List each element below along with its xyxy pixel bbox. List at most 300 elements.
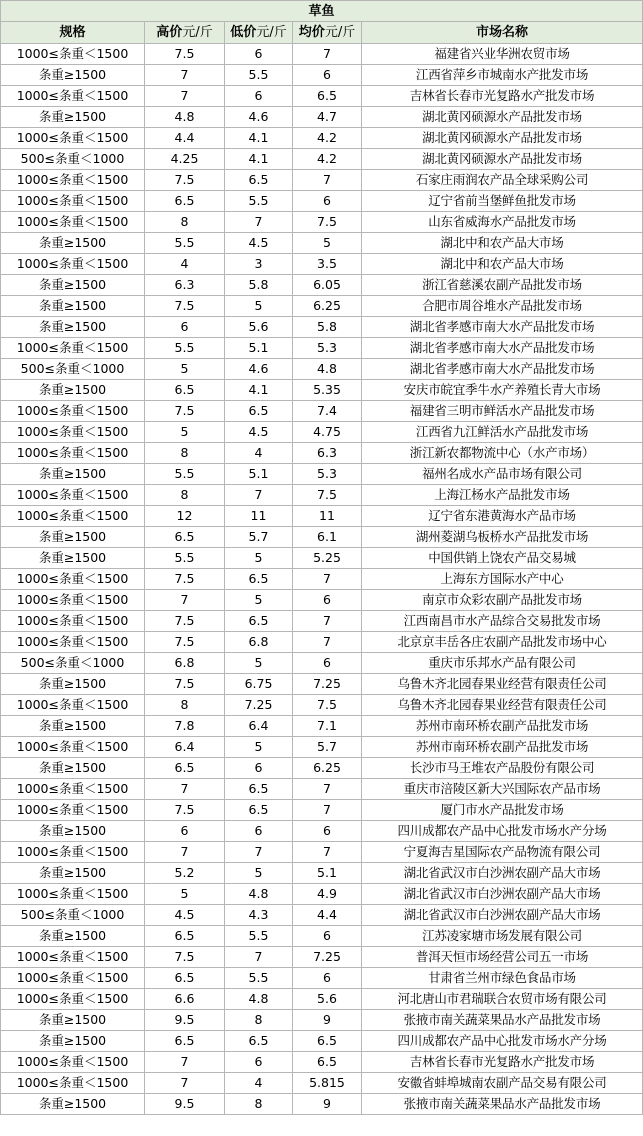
avg-price-cell: 7 <box>293 632 362 653</box>
high-price-cell: 7 <box>145 779 225 800</box>
spec-cell: 500≤条重＜1000 <box>1 905 145 926</box>
spec-cell: 条重≥1500 <box>1 65 145 86</box>
high-price-cell: 5 <box>145 359 225 380</box>
table-row <box>1 821 643 842</box>
avg-price-cell: 5.1 <box>293 863 362 884</box>
avg-price-cell: 6.5 <box>293 1052 362 1073</box>
high-price-cell: 7.5 <box>145 44 225 65</box>
low-price-cell: 8 <box>225 1094 293 1115</box>
avg-price-cell: 7.5 <box>293 695 362 716</box>
high-price-cell: 8 <box>145 212 225 233</box>
avg-price-cell: 5.25 <box>293 548 362 569</box>
table-row <box>1 800 643 821</box>
avg-price-cell: 5 <box>293 233 362 254</box>
spec-cell: 条重≥1500 <box>1 296 145 317</box>
table-row <box>1 884 643 905</box>
table-row <box>1 443 643 464</box>
table-row <box>1 65 643 86</box>
spec-cell: 1000≤条重＜1500 <box>1 1052 145 1073</box>
low-price-cell: 6.8 <box>225 632 293 653</box>
low-price-cell: 3 <box>225 254 293 275</box>
table-row <box>1 170 643 191</box>
high-price-cell: 6 <box>145 317 225 338</box>
market-cell: 张掖市南关蔬菜果品水产品批发市场 <box>362 1094 643 1115</box>
table-row <box>1 464 643 485</box>
high-price-cell: 4.25 <box>145 149 225 170</box>
spec-cell: 1000≤条重＜1500 <box>1 506 145 527</box>
avg-price-cell: 7 <box>293 842 362 863</box>
spec-cell: 条重≥1500 <box>1 674 145 695</box>
table-row <box>1 737 643 758</box>
high-price-cell: 9.5 <box>145 1010 225 1031</box>
high-price-cell: 5.5 <box>145 464 225 485</box>
avg-price-cell: 7.5 <box>293 212 362 233</box>
high-price-cell: 12 <box>145 506 225 527</box>
high-price-cell: 7 <box>145 842 225 863</box>
avg-price-cell: 4.4 <box>293 905 362 926</box>
market-cell: 石家庄雨润农产品全球采购公司 <box>362 170 643 191</box>
high-price-cell: 4 <box>145 254 225 275</box>
header-row <box>1 22 643 44</box>
header-avg-label: 均价 <box>298 25 325 40</box>
avg-price-cell: 7.1 <box>293 716 362 737</box>
market-cell: 南京市众彩农副产品批发市场 <box>362 590 643 611</box>
low-price-cell: 6.4 <box>225 716 293 737</box>
low-price-cell: 4.3 <box>225 905 293 926</box>
spec-cell: 条重≥1500 <box>1 1031 145 1052</box>
market-cell: 安徽省蚌埠城南农副产品交易有限公司 <box>362 1073 643 1094</box>
table-row <box>1 1010 643 1031</box>
high-price-cell: 6.5 <box>145 926 225 947</box>
high-price-cell: 7.5 <box>145 800 225 821</box>
avg-price-cell: 7.4 <box>293 401 362 422</box>
spec-cell: 500≤条重＜1000 <box>1 149 145 170</box>
low-price-cell: 6.5 <box>225 611 293 632</box>
market-cell: 中国供销上饶农产品交易城 <box>362 548 643 569</box>
low-price-cell: 7 <box>225 947 293 968</box>
table-row <box>1 275 643 296</box>
low-price-cell: 5.5 <box>225 191 293 212</box>
table-row <box>1 212 643 233</box>
avg-price-cell: 6.1 <box>293 527 362 548</box>
header-low-price <box>225 22 293 44</box>
low-price-cell: 4.6 <box>225 359 293 380</box>
low-price-cell: 5 <box>225 863 293 884</box>
avg-price-cell: 7 <box>293 569 362 590</box>
low-price-cell: 6.5 <box>225 401 293 422</box>
low-price-cell: 4.8 <box>225 884 293 905</box>
spec-cell: 条重≥1500 <box>1 821 145 842</box>
table-row <box>1 149 643 170</box>
market-cell: 江西省九江鲜活水产品批发市场 <box>362 422 643 443</box>
high-price-cell: 5.5 <box>145 338 225 359</box>
market-cell: 湖北省武汉市白沙洲农副产品大市场 <box>362 863 643 884</box>
high-price-cell: 6.4 <box>145 737 225 758</box>
spec-cell: 1000≤条重＜1500 <box>1 212 145 233</box>
high-price-cell: 8 <box>145 443 225 464</box>
spec-cell: 1000≤条重＜1500 <box>1 422 145 443</box>
spec-cell: 条重≥1500 <box>1 758 145 779</box>
avg-price-cell: 4.8 <box>293 359 362 380</box>
high-price-cell: 7.5 <box>145 611 225 632</box>
avg-price-cell: 7 <box>293 800 362 821</box>
low-price-cell: 5 <box>225 653 293 674</box>
market-cell: 上海江杨水产品批发市场 <box>362 485 643 506</box>
table-row <box>1 380 643 401</box>
spec-cell: 1000≤条重＜1500 <box>1 191 145 212</box>
market-cell: 重庆市涪陵区新大兴国际农产品市场 <box>362 779 643 800</box>
spec-cell: 1000≤条重＜1500 <box>1 128 145 149</box>
table-row <box>1 842 643 863</box>
table-row <box>1 947 643 968</box>
header-avg-unit: 元/斤 <box>324 25 356 40</box>
avg-price-cell: 7.25 <box>293 674 362 695</box>
low-price-cell: 6.5 <box>225 569 293 590</box>
high-price-cell: 5.5 <box>145 548 225 569</box>
spec-cell: 500≤条重＜1000 <box>1 653 145 674</box>
avg-price-cell: 5.815 <box>293 1073 362 1094</box>
market-cell: 山东省威海水产品批发市场 <box>362 212 643 233</box>
spec-cell: 1000≤条重＜1500 <box>1 968 145 989</box>
market-cell: 湖州菱湖乌板桥水产品批发市场 <box>362 527 643 548</box>
market-cell: 河北唐山市君瑞联合农贸市场有限公司 <box>362 989 643 1010</box>
high-price-cell: 6.3 <box>145 275 225 296</box>
low-price-cell: 4 <box>225 1073 293 1094</box>
high-price-cell: 4.5 <box>145 905 225 926</box>
spec-cell: 1000≤条重＜1500 <box>1 443 145 464</box>
avg-price-cell: 3.5 <box>293 254 362 275</box>
table-row <box>1 254 643 275</box>
high-price-cell: 6.5 <box>145 1031 225 1052</box>
spec-cell: 1000≤条重＜1500 <box>1 254 145 275</box>
spec-cell: 1000≤条重＜1500 <box>1 611 145 632</box>
spec-cell: 1000≤条重＜1500 <box>1 884 145 905</box>
table-row <box>1 653 643 674</box>
table-row <box>1 863 643 884</box>
high-price-cell: 9.5 <box>145 1094 225 1115</box>
avg-price-cell: 5.7 <box>293 737 362 758</box>
spec-cell: 条重≥1500 <box>1 926 145 947</box>
table-row <box>1 485 643 506</box>
table-row <box>1 1052 643 1073</box>
market-cell: 浙江新农都物流中心（水产市场） <box>362 443 643 464</box>
market-cell: 福建省兴业华洲农贸市场 <box>362 44 643 65</box>
avg-price-cell: 6.05 <box>293 275 362 296</box>
high-price-cell: 7 <box>145 1052 225 1073</box>
low-price-cell: 6 <box>225 86 293 107</box>
header-high-price <box>145 22 225 44</box>
table-row <box>1 86 643 107</box>
high-price-cell: 7.8 <box>145 716 225 737</box>
avg-price-cell: 5.3 <box>293 338 362 359</box>
market-cell: 重庆市乐邦水产品有限公司 <box>362 653 643 674</box>
low-price-cell: 5 <box>225 590 293 611</box>
header-low-unit: 元/斤 <box>256 25 287 40</box>
low-price-cell: 6.75 <box>225 674 293 695</box>
market-cell: 湖北省孝感市南大水产品批发市场 <box>362 359 643 380</box>
avg-price-cell: 6 <box>293 821 362 842</box>
spec-cell: 1000≤条重＜1500 <box>1 86 145 107</box>
table-row <box>1 905 643 926</box>
low-price-cell: 6.5 <box>225 800 293 821</box>
market-cell: 湖北黄冈硕源水产品批发市场 <box>362 128 643 149</box>
spec-cell: 1000≤条重＜1500 <box>1 590 145 611</box>
avg-price-cell: 7 <box>293 779 362 800</box>
avg-price-cell: 6 <box>293 590 362 611</box>
market-cell: 江西南昌市水产品综合交易批发市场 <box>362 611 643 632</box>
market-cell: 湖北中和农产品大市场 <box>362 233 643 254</box>
market-cell: 辽宁省东港黄海水产品市场 <box>362 506 643 527</box>
spec-cell: 条重≥1500 <box>1 380 145 401</box>
spec-cell: 1000≤条重＜1500 <box>1 401 145 422</box>
table-row <box>1 338 643 359</box>
header-low-label: 低价 <box>230 25 257 40</box>
low-price-cell: 4.5 <box>225 422 293 443</box>
spec-cell: 500≤条重＜1000 <box>1 359 145 380</box>
spec-cell: 1000≤条重＜1500 <box>1 170 145 191</box>
market-cell: 合肥市周谷堆水产品批发市场 <box>362 296 643 317</box>
market-cell: 福建省三明市鲜活水产品批发市场 <box>362 401 643 422</box>
low-price-cell: 5.5 <box>225 65 293 86</box>
avg-price-cell: 6.5 <box>293 86 362 107</box>
avg-price-cell: 6.3 <box>293 443 362 464</box>
avg-price-cell: 7 <box>293 611 362 632</box>
spec-cell: 条重≥1500 <box>1 548 145 569</box>
header-market-label: 市场名称 <box>476 25 529 40</box>
low-price-cell: 6 <box>225 758 293 779</box>
high-price-cell: 6.5 <box>145 968 225 989</box>
market-cell: 江西省萍乡市城南水产批发市场 <box>362 65 643 86</box>
table-row <box>1 968 643 989</box>
market-cell: 长沙市马王堆农产品股份有限公司 <box>362 758 643 779</box>
market-cell: 湖北省武汉市白沙洲农副产品大市场 <box>362 905 643 926</box>
avg-price-cell: 5.35 <box>293 380 362 401</box>
avg-price-cell: 4.7 <box>293 107 362 128</box>
table-row <box>1 1094 643 1115</box>
avg-price-cell: 6.5 <box>293 1031 362 1052</box>
high-price-cell: 7 <box>145 65 225 86</box>
spec-cell: 1000≤条重＜1500 <box>1 1073 145 1094</box>
avg-price-cell: 5.6 <box>293 989 362 1010</box>
table-body <box>1 44 643 1115</box>
spec-cell: 1000≤条重＜1500 <box>1 989 145 1010</box>
high-price-cell: 7 <box>145 590 225 611</box>
avg-price-cell: 7.5 <box>293 485 362 506</box>
low-price-cell: 5.6 <box>225 317 293 338</box>
high-price-cell: 4.8 <box>145 107 225 128</box>
table-row <box>1 233 643 254</box>
avg-price-cell: 7 <box>293 44 362 65</box>
low-price-cell: 5 <box>225 548 293 569</box>
low-price-cell: 5.1 <box>225 464 293 485</box>
avg-price-cell: 4.2 <box>293 128 362 149</box>
low-price-cell: 5 <box>225 296 293 317</box>
spec-cell: 条重≥1500 <box>1 1010 145 1031</box>
avg-price-cell: 5.8 <box>293 317 362 338</box>
spec-cell: 1000≤条重＜1500 <box>1 695 145 716</box>
spec-cell: 1000≤条重＜1500 <box>1 338 145 359</box>
high-price-cell: 6.5 <box>145 758 225 779</box>
spec-cell: 1000≤条重＜1500 <box>1 632 145 653</box>
table-row <box>1 191 643 212</box>
spec-cell: 1000≤条重＜1500 <box>1 947 145 968</box>
high-price-cell: 7.5 <box>145 296 225 317</box>
market-cell: 湖北省孝感市南大水产品批发市场 <box>362 317 643 338</box>
market-cell: 湖北黄冈硕源水产品批发市场 <box>362 107 643 128</box>
low-price-cell: 7 <box>225 212 293 233</box>
avg-price-cell: 9 <box>293 1094 362 1115</box>
table-row <box>1 758 643 779</box>
table-row <box>1 632 643 653</box>
spec-cell: 1000≤条重＜1500 <box>1 44 145 65</box>
table-row <box>1 1073 643 1094</box>
high-price-cell: 6.6 <box>145 989 225 1010</box>
spec-cell: 条重≥1500 <box>1 1094 145 1115</box>
high-price-cell: 7.5 <box>145 401 225 422</box>
table-row <box>1 716 643 737</box>
table-row <box>1 296 643 317</box>
header-spec-label: 规格 <box>59 25 86 40</box>
avg-price-cell: 4.75 <box>293 422 362 443</box>
table-title-row <box>1 1 643 22</box>
avg-price-cell: 5.3 <box>293 464 362 485</box>
table-row <box>1 527 643 548</box>
header-high-unit: 元/斤 <box>182 25 213 40</box>
market-cell: 湖北省武汉市白沙洲农副产品大市场 <box>362 884 643 905</box>
low-price-cell: 6 <box>225 44 293 65</box>
spec-cell: 条重≥1500 <box>1 317 145 338</box>
low-price-cell: 4.6 <box>225 107 293 128</box>
market-cell: 乌鲁木齐北园春果业经营有限责任公司 <box>362 695 643 716</box>
avg-price-cell: 11 <box>293 506 362 527</box>
low-price-cell: 7 <box>225 842 293 863</box>
market-cell: 四川成都农产品中心批发市场水产分场 <box>362 1031 643 1052</box>
market-cell: 湖北中和农产品大市场 <box>362 254 643 275</box>
market-cell: 苏州市南环桥农副产品批发市场 <box>362 716 643 737</box>
high-price-cell: 7.5 <box>145 632 225 653</box>
low-price-cell: 4.1 <box>225 128 293 149</box>
table-row <box>1 674 643 695</box>
low-price-cell: 5.7 <box>225 527 293 548</box>
low-price-cell: 6.5 <box>225 170 293 191</box>
market-cell: 江苏凌家塘市场发展有限公司 <box>362 926 643 947</box>
low-price-cell: 5 <box>225 737 293 758</box>
table-title: 草鱼 <box>1 1 643 22</box>
high-price-cell: 7.5 <box>145 947 225 968</box>
table-row <box>1 989 643 1010</box>
avg-price-cell: 6.25 <box>293 758 362 779</box>
table-row <box>1 590 643 611</box>
low-price-cell: 5.5 <box>225 968 293 989</box>
spec-cell: 1000≤条重＜1500 <box>1 800 145 821</box>
low-price-cell: 5.1 <box>225 338 293 359</box>
spec-cell: 条重≥1500 <box>1 716 145 737</box>
market-cell: 普洱天恒市场经营公司五一市场 <box>362 947 643 968</box>
high-price-cell: 5.2 <box>145 863 225 884</box>
market-cell: 苏州市南环桥农副产品批发市场 <box>362 737 643 758</box>
table-row <box>1 422 643 443</box>
spec-cell: 条重≥1500 <box>1 275 145 296</box>
high-price-cell: 5 <box>145 422 225 443</box>
spec-cell: 条重≥1500 <box>1 107 145 128</box>
high-price-cell: 6 <box>145 821 225 842</box>
market-cell: 厦门市水产品批发市场 <box>362 800 643 821</box>
low-price-cell: 6.5 <box>225 779 293 800</box>
avg-price-cell: 6.25 <box>293 296 362 317</box>
avg-price-cell: 7.25 <box>293 947 362 968</box>
table-row <box>1 548 643 569</box>
market-cell: 上海东方国际水产中心 <box>362 569 643 590</box>
table-row <box>1 569 643 590</box>
high-price-cell: 5 <box>145 884 225 905</box>
low-price-cell: 5.8 <box>225 275 293 296</box>
market-cell: 辽宁省前当堡鲜鱼批发市场 <box>362 191 643 212</box>
table-row <box>1 128 643 149</box>
table-row <box>1 779 643 800</box>
high-price-cell: 6.8 <box>145 653 225 674</box>
low-price-cell: 5.5 <box>225 926 293 947</box>
market-cell: 北京京丰岳各庄农副产品批发市场中心 <box>362 632 643 653</box>
avg-price-cell: 6 <box>293 65 362 86</box>
high-price-cell: 6.5 <box>145 191 225 212</box>
spec-cell: 条重≥1500 <box>1 527 145 548</box>
market-cell: 浙江省慈溪农副产品批发市场 <box>362 275 643 296</box>
market-cell: 福州名成水产品市场有限公司 <box>362 464 643 485</box>
table-row <box>1 926 643 947</box>
avg-price-cell: 4.2 <box>293 149 362 170</box>
market-cell: 乌鲁木齐北园春果业经营有限责任公司 <box>362 674 643 695</box>
market-cell: 湖北省孝感市南大水产品批发市场 <box>362 338 643 359</box>
spec-cell: 1000≤条重＜1500 <box>1 842 145 863</box>
table-row <box>1 359 643 380</box>
spec-cell: 1000≤条重＜1500 <box>1 569 145 590</box>
market-cell: 张掖市南关蔬菜果品水产品批发市场 <box>362 1010 643 1031</box>
spec-cell: 条重≥1500 <box>1 464 145 485</box>
avg-price-cell: 6 <box>293 926 362 947</box>
market-cell: 安庆市皖宜季牛水产养殖长青大市场 <box>362 380 643 401</box>
low-price-cell: 6 <box>225 1052 293 1073</box>
high-price-cell: 7.5 <box>145 170 225 191</box>
avg-price-cell: 4.9 <box>293 884 362 905</box>
high-price-cell: 6.5 <box>145 527 225 548</box>
high-price-cell: 7.5 <box>145 569 225 590</box>
table-row <box>1 44 643 65</box>
market-cell: 吉林省长春市光复路水产批发市场 <box>362 1052 643 1073</box>
low-price-cell: 4.1 <box>225 380 293 401</box>
header-high-label: 高价 <box>156 25 183 40</box>
high-price-cell: 8 <box>145 485 225 506</box>
avg-price-cell: 6 <box>293 191 362 212</box>
low-price-cell: 4.1 <box>225 149 293 170</box>
market-cell: 甘肃省兰州市绿色食品市场 <box>362 968 643 989</box>
table-row <box>1 401 643 422</box>
low-price-cell: 4.8 <box>225 989 293 1010</box>
high-price-cell: 7.5 <box>145 674 225 695</box>
market-cell: 吉林省长春市光复路水产批发市场 <box>362 86 643 107</box>
spec-cell: 1000≤条重＜1500 <box>1 737 145 758</box>
table-row <box>1 1031 643 1052</box>
spec-cell: 1000≤条重＜1500 <box>1 485 145 506</box>
spec-cell: 1000≤条重＜1500 <box>1 779 145 800</box>
table-row <box>1 611 643 632</box>
low-price-cell: 11 <box>225 506 293 527</box>
table-row <box>1 695 643 716</box>
avg-price-cell: 7 <box>293 170 362 191</box>
high-price-cell: 8 <box>145 695 225 716</box>
high-price-cell: 5.5 <box>145 233 225 254</box>
high-price-cell: 6.5 <box>145 380 225 401</box>
low-price-cell: 4 <box>225 443 293 464</box>
